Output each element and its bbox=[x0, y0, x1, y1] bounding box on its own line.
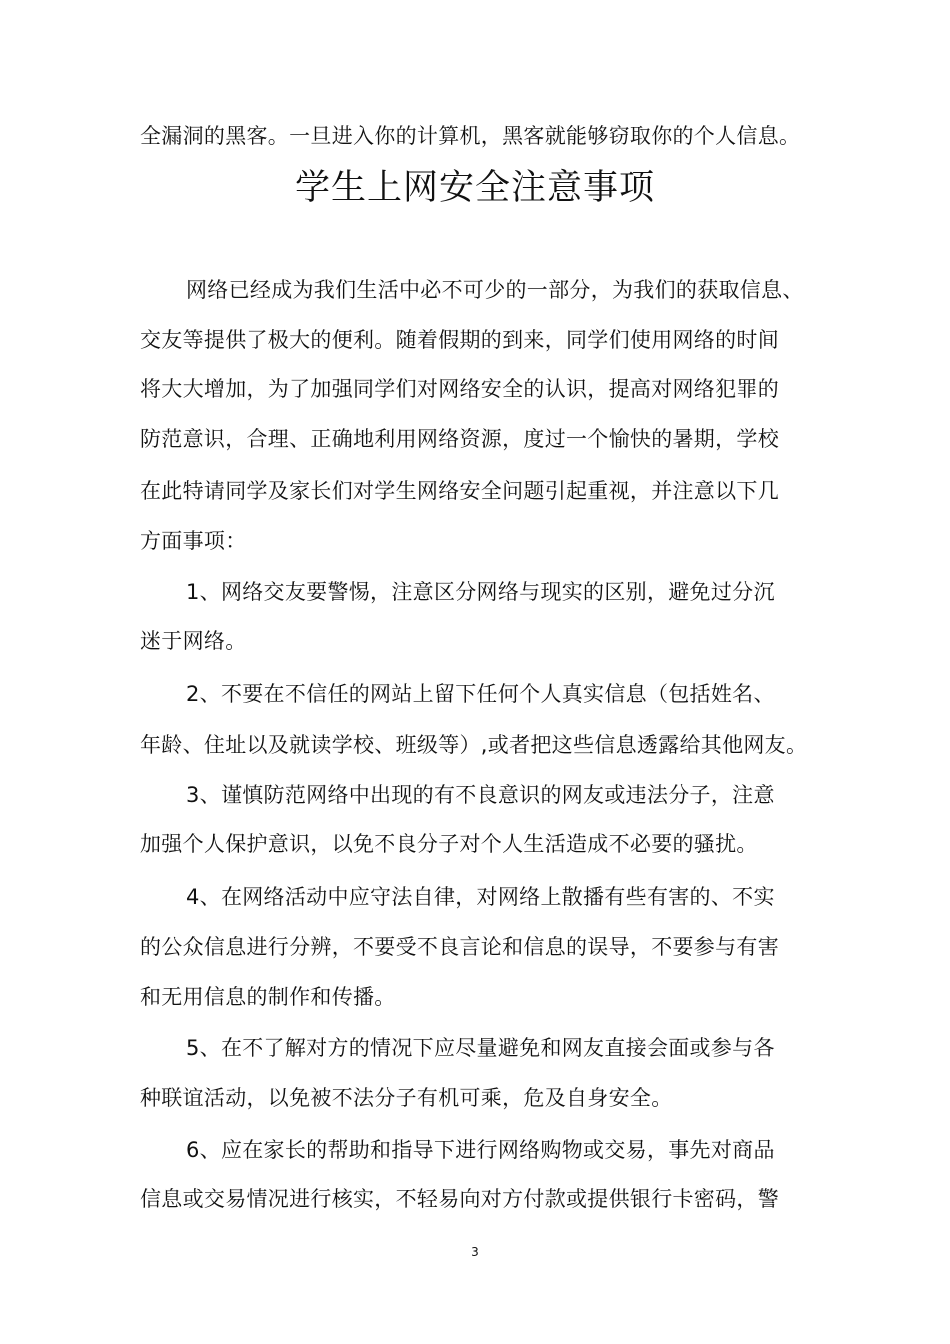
list-item-line: 6、应在家长的帮助和指导下进行网络购物或交易，事先对商品 bbox=[186, 1138, 775, 1162]
list-item-line: 种联谊活动，以免被不法分子有机可乘，危及自身安全。 bbox=[140, 1086, 673, 1110]
list-item-line: 1、网络交友要警惕，注意区分网络与现实的区别，避免过分沉 bbox=[186, 580, 775, 604]
list-item-line: 年龄、住址以及就读学校、班级等）,或者把这些信息透露给其他网友。 bbox=[140, 733, 808, 757]
intro-line: 在此特请同学及家长们对学生网络安全问题引起重视，并注意以下几 bbox=[140, 479, 779, 503]
list-item-line: 加强个人保护意识，以免不良分子对个人生活造成不必要的骚扰。 bbox=[140, 832, 758, 856]
intro-line: 交友等提供了极大的便利。随着假期的到来，同学们使用网络的时间 bbox=[140, 328, 779, 352]
list-item-line: 5、在不了解对方的情况下应尽量避免和网友直接会面或参与各 bbox=[186, 1036, 775, 1060]
continuation-text-line: 全漏洞的黑客。一旦进入你的计算机，黑客就能够窃取你的个人信息。 bbox=[140, 124, 801, 148]
list-item-line: 迷于网络。 bbox=[140, 629, 247, 653]
intro-line: 网络已经成为我们生活中必不可少的一部分，为我们的获取信息、 bbox=[186, 278, 804, 302]
list-item-line: 3、谨慎防范网络中出现的有不良意识的网友或违法分子，注意 bbox=[186, 783, 775, 807]
page-number: 3 bbox=[471, 1245, 479, 1259]
list-item-line: 和无用信息的制作和传播。 bbox=[140, 985, 396, 1009]
intro-line: 防范意识，合理、正确地利用网络资源，度过一个愉快的暑期，学校 bbox=[140, 427, 779, 451]
list-item-line: 的公众信息进行分辨，不要受不良言论和信息的误导，不要参与有害 bbox=[140, 935, 779, 959]
list-item-line: 4、在网络活动中应守法自律，对网络上散播有些有害的、不实 bbox=[186, 885, 775, 909]
list-item-line: 信息或交易情况进行核实，不轻易向对方付款或提供银行卡密码，警 bbox=[140, 1187, 779, 1211]
intro-line: 将大大增加，为了加强同学们对网络安全的认识，提高对网络犯罪的 bbox=[140, 377, 779, 401]
intro-line: 方面事项： bbox=[140, 529, 247, 553]
list-item-line: 2、不要在不信任的网站上留下任何个人真实信息（包括姓名、 bbox=[186, 682, 775, 706]
document-title: 学生上网安全注意事项 bbox=[294, 168, 655, 208]
